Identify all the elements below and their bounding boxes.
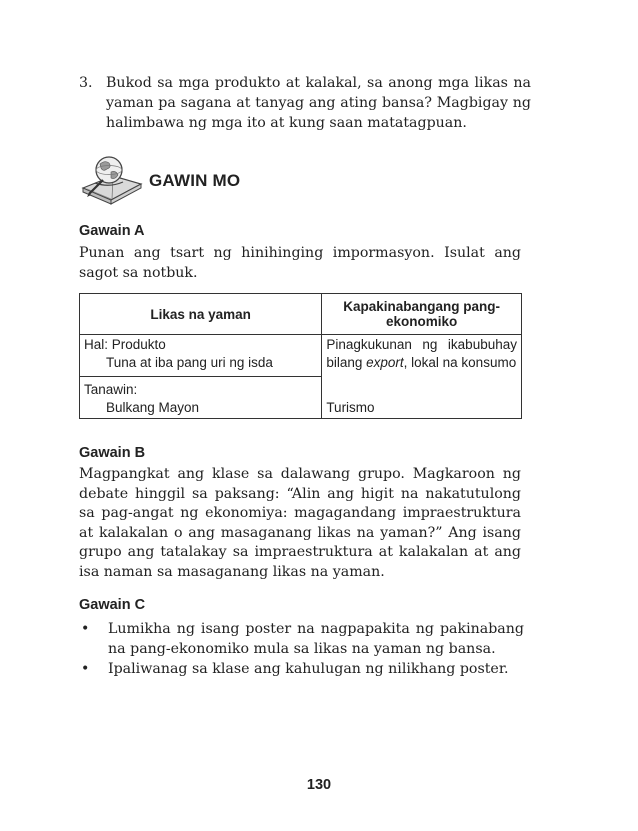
- list-item: [79, 620, 524, 659]
- question-number: 3.: [79, 75, 93, 91]
- table-cell-resource: [80, 335, 322, 377]
- gawain-c-bullet-list: [79, 620, 524, 681]
- row-item: Bulkang Mayon: [106, 400, 200, 415]
- globe-on-book-icon: [79, 150, 143, 206]
- list-item: [79, 660, 524, 680]
- row-item: Tuna at iba pang uri ng isda: [106, 355, 273, 370]
- gawin-mo-section-header: [79, 150, 279, 210]
- table-header-likas-na-yaman: Likas na yaman: [80, 294, 322, 335]
- table-cell-benefit: [322, 377, 522, 419]
- bullet-text: Ipaliwanag sa klase ang kahulugan ng nilikhang poster.: [108, 661, 509, 677]
- table-row: [80, 377, 522, 419]
- table-cell-benefit: [322, 335, 522, 377]
- gawain-b-heading: Gawain B: [79, 445, 146, 461]
- table-cell-resource: [80, 377, 322, 419]
- bullet-symbol: •: [81, 661, 90, 677]
- benefit-text: Turismo: [326, 400, 375, 415]
- benefit-text-pre: Pinagkukunan ng ikabubuhay bilang: [326, 337, 517, 370]
- gawain-b-text: Magpangkat ang klase sa dalawang grupo. Magkaroon ng debate hinggil sa paksang: “Alin ang higit na nakatutulong sa pag-angat ng ekonomiya: magagandang impraestruktura at kalakalan o ang masaganang likas na yaman?” Ang isang grupo ang tatalakay sa impraestruktura at kalakalan at ang isa naman sa masaganang likas na yaman.: [79, 466, 521, 580]
- benefit-text-export: export: [366, 355, 404, 370]
- question-text: Bukod sa mga produkto at kalakal, sa anong mga likas na yaman pa sagana at tanyag ang ating bansa? Magbigay ng halimbawa ng mga ito at kung saan matatagpuan.: [106, 75, 531, 131]
- page-number: 130: [306, 777, 332, 793]
- bullet-text: Lumikha ng isang poster na nagpapakita ng pakinabang na pang-ekonomiko mula sa likas na yaman ng bansa.: [108, 621, 524, 657]
- gawain-c-heading: Gawain C: [79, 597, 146, 613]
- table-header-kapakinabangan: Kapakinabangang pang-ekonomiko: [322, 294, 522, 335]
- gawin-mo-title: GAWIN MO: [149, 171, 241, 190]
- gawain-a-heading: Gawain A: [79, 223, 145, 239]
- benefit-text-post: , lokal na konsumo: [403, 355, 517, 370]
- likas-na-yaman-table: [79, 293, 522, 419]
- row-label: Hal: Produkto: [84, 337, 166, 352]
- table-row: [80, 335, 522, 377]
- bullet-symbol: •: [81, 621, 90, 637]
- row-label: Tanawin:: [84, 382, 138, 397]
- gawain-a-instruction: Punan ang tsart ng hinihinging impormasyon. Isulat ang sagot sa notbuk.: [79, 245, 521, 281]
